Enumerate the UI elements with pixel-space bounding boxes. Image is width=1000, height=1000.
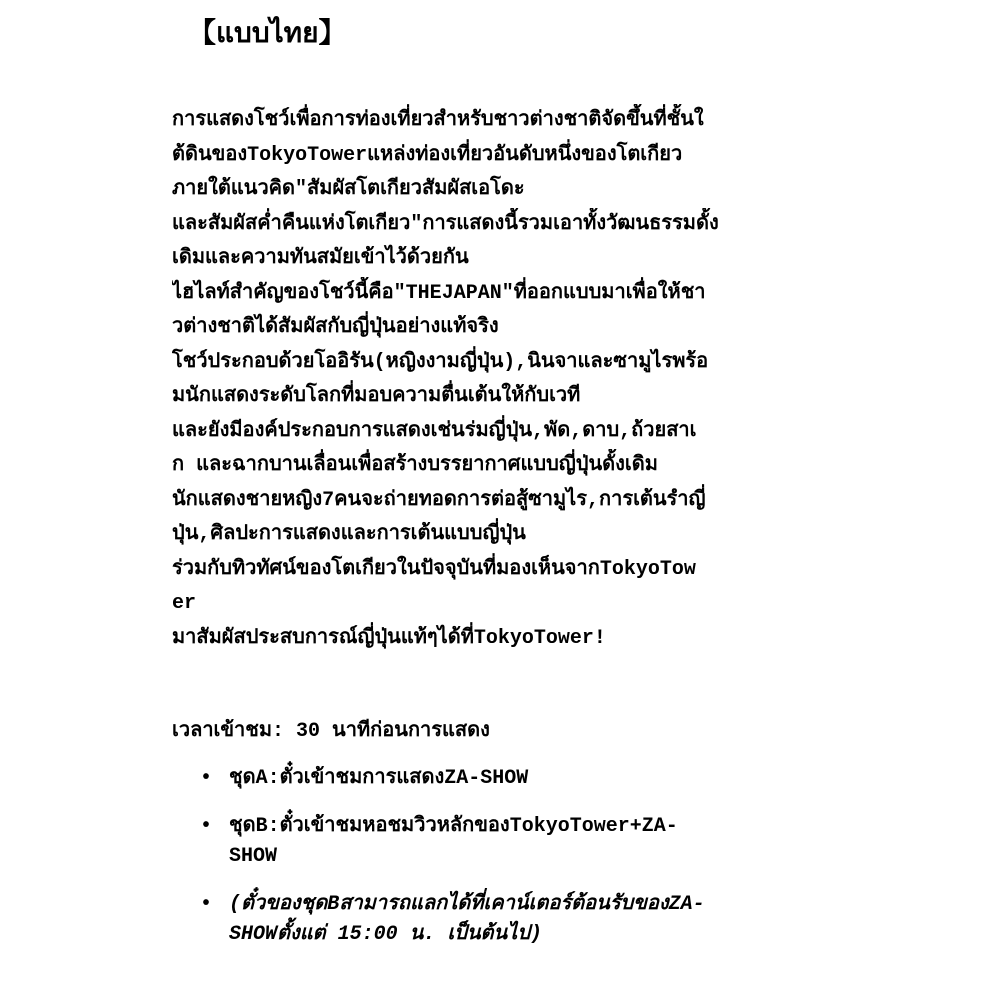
bullet-icon: •	[200, 893, 213, 916]
body-line: ไฮไลท์สำคัญของโชว์นี้คือ"THEJAPAN"ที่ออกแบบมาเพื่อให้ชา	[172, 281, 706, 305]
ticket-text: SHOW	[229, 845, 278, 868]
ticket-note-text: SHOWตั้งแต่ 15:00 น. เป็นต้นไป)	[229, 923, 542, 946]
body-line: ต้ดินของTokyoTowerแหล่งท่องเที่ยวอันดับหนึ่งของโตเกียว	[172, 143, 683, 167]
body-line: เดิมและความทันสมัยเข้าไว้ด้วยกัน	[172, 247, 469, 270]
viewing-time: เวลาเข้าชม: 30 นาทีก่อนการแสดง	[172, 720, 490, 743]
ticket-exchange-note	[200, 890, 820, 950]
body-line: ร่วมกับทิวทัศน์ของโตเกียวในปัจจุบันที่มองเห็นจากTokyoTow	[172, 557, 696, 581]
body-line: er	[172, 592, 197, 615]
body-line: การแสดงโชว์เพื่อการท่องเที่ยวสำหรับชาวต่างชาติจัดขึ้นที่ชั้นใ	[172, 109, 704, 132]
ticket-text: ชุดB:ตั๋วเข้าชมหอชมวิวหลักของTokyoTower+ZA-	[229, 815, 678, 838]
body-line: โชว์ประกอบด้วยโออิรัน(หญิงงามญี่ปุ่น),นินจาและซามูไรพร้อ	[172, 350, 709, 374]
body-line: ก และฉากบานเลื่อนเพื่อสร้างบรรยากาศแบบญี่ปุ่นดั้งเดิม	[172, 454, 658, 477]
body-line: มนักแสดงระดับโลกที่มอบความตื่นเต้นให้กับเวที	[172, 385, 581, 408]
ticket-text: ชุดA:ตั๋วเข้าชมการแสดงZA-SHOW	[229, 767, 529, 790]
ticket-set-a	[200, 764, 820, 794]
body-line: วต่างชาติได้สัมผัสกับญี่ปุ่นอย่างแท้จริง	[172, 316, 499, 339]
description-body	[172, 104, 832, 656]
bullet-icon: •	[200, 767, 213, 790]
body-line: และยังมีองค์ประกอบการแสดงเช่นร่มญี่ปุ่น,พัด,ดาบ,ถ้วยสาเ	[172, 419, 697, 443]
body-line: มาสัมผัสประสบการณ์ญี่ปุ่นแท้ๆได้ที่TokyoTower!	[172, 626, 606, 650]
ticket-note-text: (ตั๋วของชุดBสามารถแลกได้ที่เคาน์เตอร์ต้อนรับของZA-	[229, 893, 705, 916]
body-line: ภายใต้แนวคิด"สัมผัสโตเกียวสัมผัสเอโดะ	[172, 178, 525, 201]
ticket-set-b	[200, 812, 820, 872]
bullet-icon: •	[200, 815, 213, 838]
body-line: ปุ่น,ศิลปะการแสดงและการเต้นแบบญี่ปุ่น	[172, 523, 526, 546]
body-line: และสัมผัสค่ำคืนแห่งโตเกียว"การแสดงนี้รวมเอาทั้งวัฒนธรรมดั้ง	[172, 212, 719, 236]
section-heading: 【แบบไทย】	[188, 20, 347, 51]
ticket-options-list	[200, 764, 820, 950]
body-line: นักแสดงชายหญิง7คนจะถ่ายทอดการต่อสู้ซามูไร,การเต้นรำญี่	[172, 488, 706, 512]
